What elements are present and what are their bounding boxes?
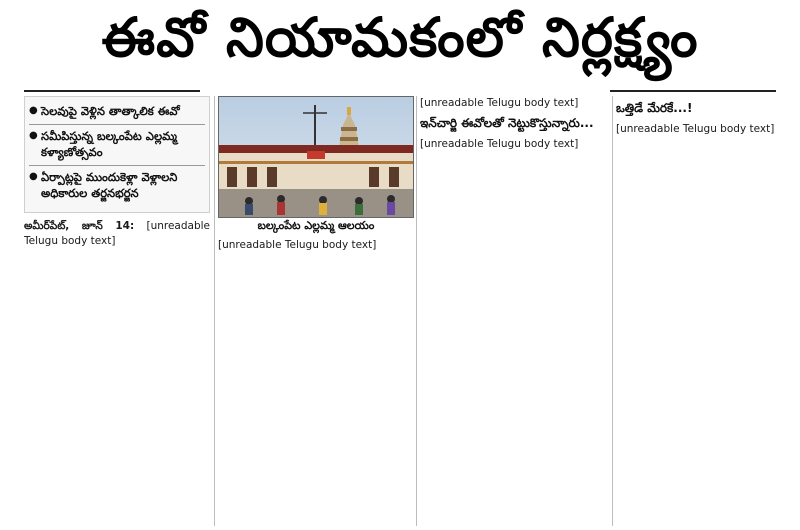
summary-point: ● సెలవుపై వెళ్లిన తాత్కాలిక ఈవో bbox=[29, 104, 180, 118]
dateline: అమీర్‌పేట్, జూన్ 14: bbox=[24, 220, 135, 232]
summary-box bbox=[24, 96, 210, 213]
bullet-icon: ● bbox=[29, 130, 38, 141]
body-paragraph: [unreadable Telugu body text] bbox=[24, 220, 210, 248]
body-paragraph: [unreadable Telugu body text] bbox=[616, 123, 775, 135]
column-divider bbox=[416, 96, 417, 526]
column-divider bbox=[612, 96, 613, 526]
summary-separator bbox=[29, 124, 205, 125]
dateline-paragraph bbox=[24, 219, 210, 249]
body-paragraph: [unreadable Telugu body text] bbox=[420, 97, 579, 109]
subheading: ఇన్‌చార్జి ఈవోలతో నెట్టుకొస్తున్నారు... bbox=[420, 116, 594, 131]
subheading: ఒత్తిడే మేరకే...! bbox=[616, 101, 693, 115]
body-paragraph: [unreadable Telugu body text] bbox=[218, 239, 377, 251]
column-4 bbox=[616, 96, 776, 526]
body-paragraph: [unreadable Telugu body text] bbox=[420, 138, 579, 151]
summary-separator bbox=[29, 165, 205, 166]
column-3 bbox=[420, 96, 608, 526]
headline-banner bbox=[0, 0, 800, 88]
column-1 bbox=[24, 96, 210, 526]
photo-caption: బల్కంపేట ఎల్లమ్మ ఆలయం bbox=[257, 219, 375, 232]
summary-point: ● సమీపిస్తున్న బల్కంపేట ఎల్లమ్మ కళ్యాణోత్సవం bbox=[29, 129, 177, 159]
bullet-icon: ● bbox=[29, 105, 38, 116]
bullet-icon: ● bbox=[29, 171, 38, 182]
rule-left bbox=[24, 90, 200, 92]
column-2 bbox=[218, 238, 412, 526]
column-divider bbox=[214, 96, 215, 526]
temple-illustration bbox=[219, 97, 413, 217]
rule-right bbox=[610, 90, 776, 92]
summary-point: ● ఏర్పాట్లపై ముందుకెళ్లా వెళ్లాలని అధికారుల తర్జనభర్జన bbox=[29, 170, 178, 200]
temple-photo bbox=[218, 96, 414, 218]
headline: ఈవో నియామకంలో నిర్లక్ష్యం bbox=[101, 5, 699, 69]
